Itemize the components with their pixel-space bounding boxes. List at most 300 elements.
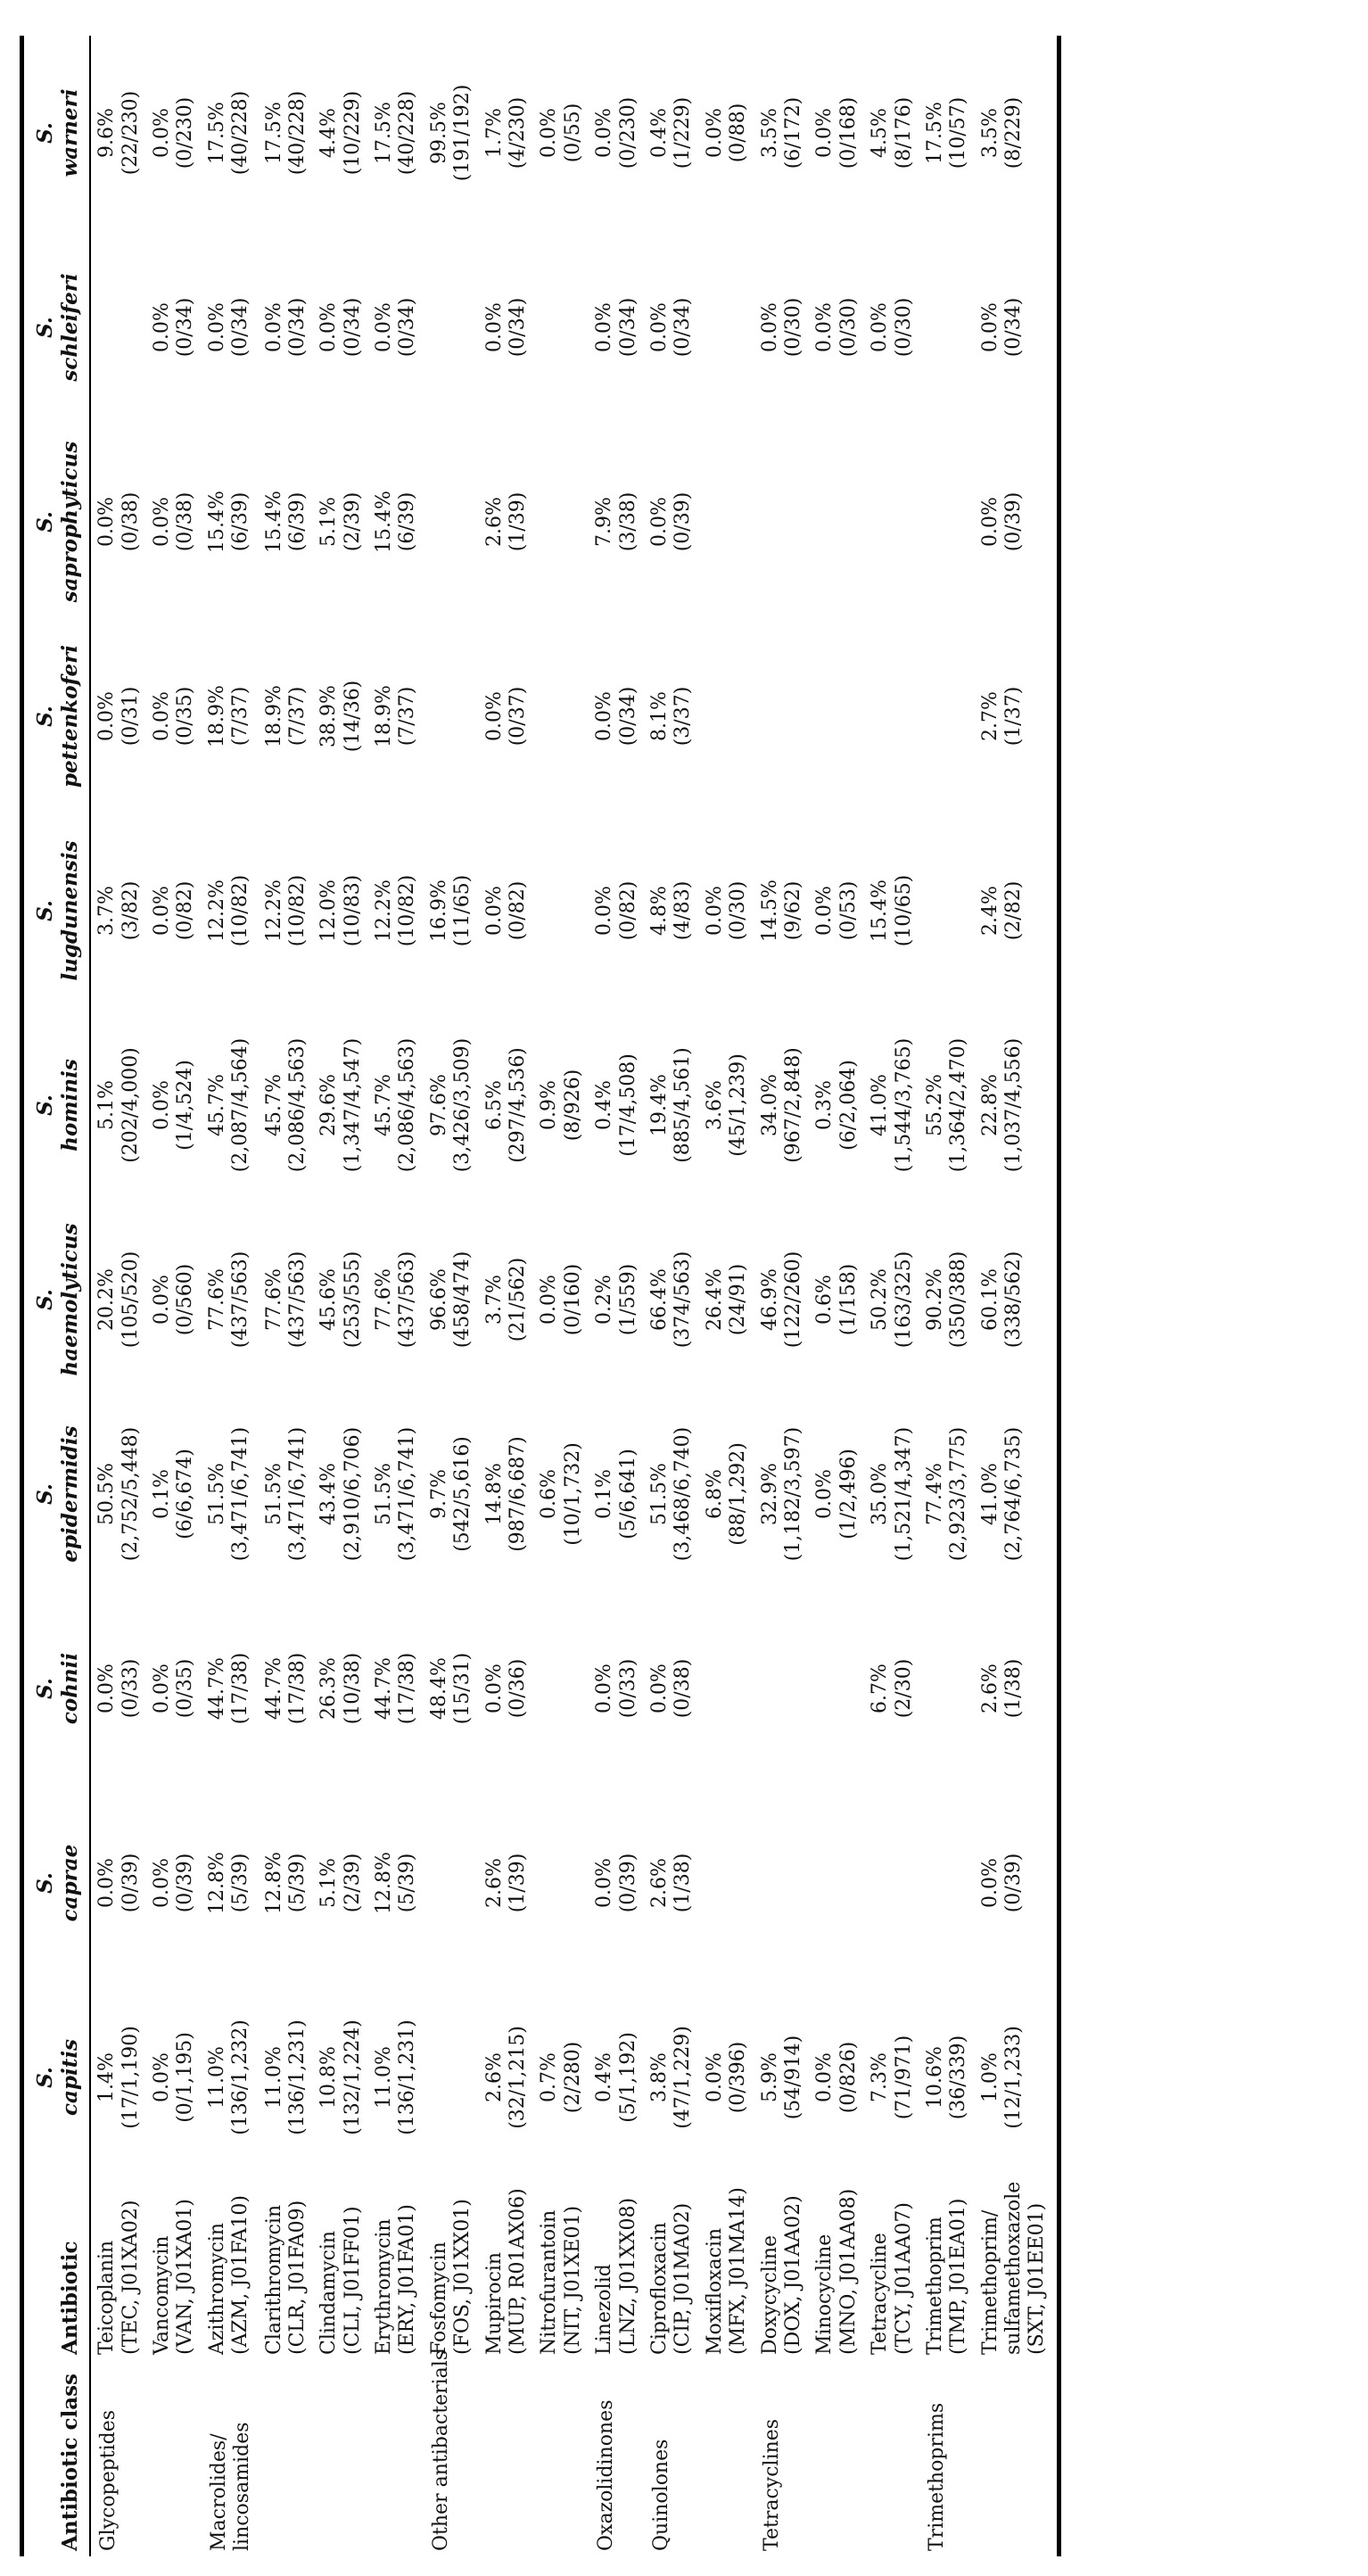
resistance-percent: 12.0% [317,879,341,942]
antibiotic-cell [368,2175,424,2360]
resistance-percent: 0.0% [150,1080,173,1130]
value-cell [975,36,1059,230]
value-cell [90,1786,146,1980]
table-row [368,36,424,2556]
antibiotic-label: Tetracycline [869,2233,892,2355]
header-species [22,1786,91,1980]
antibiotic-label: Azithromycin [205,2222,228,2355]
value-cell [202,230,259,425]
resistance-count: (542/5,616) [451,1436,474,1552]
table-row [202,36,259,2556]
value-cell [919,1008,975,1202]
resistance-percent: 3.8% [648,2052,671,2102]
value-cell [259,36,314,230]
value-cell [90,1980,146,2175]
resistance-percent: 0.0% [150,108,173,158]
resistance-percent: 50.2% [869,1268,892,1331]
value-cell [90,1397,146,1591]
value-cell [919,1202,975,1397]
antibiotic-cell [809,2175,864,2360]
resistance-count: (22/230) [119,90,142,176]
resistance-count: (0/560) [174,1263,197,1336]
value-cell [699,425,754,619]
resistance-percent: 18.9% [262,685,285,747]
value-cell [533,1008,589,1202]
species-genus: S. [33,1094,57,1116]
resistance-count: (40/228) [396,90,419,176]
resistance-count: (191/192) [451,84,474,182]
value-cell [202,1397,259,1591]
resistance-percent: 26.4% [703,1268,726,1331]
resistance-count: (10/229) [341,90,364,176]
species-genus: S. [33,122,57,144]
value-cell [864,813,919,1008]
resistance-count: (71/971) [892,2035,915,2120]
resistance-count: (0/230) [174,96,197,169]
resistance-percent: 0.0% [593,886,616,936]
resistance-count: (0/34) [507,297,530,358]
antibiotic-label: Trimethoprim/ [978,2209,1001,2355]
resistance-percent: 4.8% [648,886,671,936]
resistance-count: (7/37) [285,686,309,747]
resistance-count: (9/62) [781,880,804,941]
resistance-percent: 0.0% [317,302,341,352]
header-species [22,813,91,1008]
resistance-percent: 15.4% [205,491,228,553]
resistance-percent: 11.0% [205,2046,228,2109]
value-cell [699,1008,754,1202]
table-header [22,36,91,2556]
antibiotic-label: Nitrofurantoin [538,2209,561,2355]
resistance-count: (0/38) [672,1658,695,1719]
resistance-percent: 0.0% [593,108,616,158]
value-cell [202,1008,259,1202]
value-cell [368,619,424,813]
resistance-percent: 20.2% [95,1268,119,1331]
species-name: warneri [57,88,82,178]
resistance-percent: 15.4% [373,491,396,553]
resistance-percent: 0.0% [978,1858,1001,1908]
value-cell [864,619,919,813]
antibiotic-label: Teicoplanin [95,2240,119,2355]
class-label: lincosamides [231,2422,254,2551]
antibiotic-label: (FOS, J01XX01) [451,2199,474,2355]
table-row [919,36,975,2556]
resistance-percent: 3.5% [758,108,781,158]
antibiotic-label: (TEC, J01XA02) [119,2200,142,2355]
value-cell [90,36,146,230]
resistance-percent: 0.0% [150,497,173,547]
resistance-count: (0/826) [836,2041,860,2114]
resistance-percent: 2.6% [978,1664,1001,1713]
resistance-count: (0/34) [672,297,695,358]
resistance-percent: 12.2% [373,879,396,942]
value-cell [809,1202,864,1397]
resistance-count: (2/39) [341,1853,364,1913]
value-cell [90,425,146,619]
resistance-percent: 55.2% [923,1074,946,1136]
resistance-count: (0/39) [616,1853,639,1913]
value-cell [533,1202,589,1397]
value-cell [90,619,146,813]
resistance-percent: 12.8% [262,1852,285,1914]
resistance-percent: 0.0% [150,1858,173,1908]
value-cell [146,1786,202,1980]
resistance-percent: 0.1% [150,1469,173,1519]
species-name: haemolyticus [57,1223,82,1376]
value-cell [809,230,864,425]
resistance-count: (0/230) [616,96,639,169]
resistance-count: (2,087/4,564) [229,1037,252,1173]
value-cell [699,1202,754,1397]
value-cell [424,1008,479,1202]
resistance-count: (1/37) [1002,686,1026,747]
value-cell [368,1202,424,1397]
antibiotic-class-cell [699,2360,754,2556]
resistance-count: (17/38) [229,1652,252,1725]
resistance-percent: 44.7% [262,1657,285,1720]
resistance-percent: 0.0% [482,302,506,352]
class-label: Quinolones [650,2439,672,2551]
value-cell [146,36,202,230]
value-cell [754,230,810,425]
resistance-count: (5/39) [229,1853,252,1913]
resistance-count: (0/82) [507,880,530,941]
resistance-count: (10/82) [396,874,419,947]
antibiotic-label: (LNZ, J01XX08) [616,2197,639,2355]
resistance-count: (1,182/3,597) [781,1426,804,1562]
species-genus: S. [33,317,57,338]
value-cell [259,813,314,1008]
resistance-count: (0/39) [1002,491,1026,552]
antibiotic-cell [699,2175,754,2360]
value-cell [533,1591,589,1786]
value-cell [644,1786,699,1980]
species-name: epidermidis [57,1425,82,1563]
resistance-percent: 9.6% [95,108,119,158]
resistance-percent: 11.0% [373,2046,396,2109]
antibiotic-cell [90,2175,146,2360]
antibiotic-label: Erythromycin [373,2218,396,2355]
resistance-count: (1/559) [616,1263,639,1336]
resistance-count: (47/1,229) [672,2026,695,2129]
value-cell [644,1591,699,1786]
value-cell [90,230,146,425]
resistance-count: (253/555) [341,1251,364,1349]
resistance-count: (7/37) [229,686,252,747]
resistance-percent: 0.0% [373,302,396,352]
resistance-percent: 43.4% [317,1463,341,1525]
antibiotic-label: (MNO, J01AA08) [836,2188,860,2355]
resistance-count: (3/38) [616,491,639,552]
resistance-count: (0/33) [119,1658,142,1719]
antibiotic-label: (VAN, J01XA01) [174,2199,197,2355]
resistance-count: (0/37) [507,686,530,747]
antibiotic-label: (CLR, J01FA09) [285,2200,309,2355]
resistance-count: (0/1,195) [174,2032,197,2123]
value-cell [424,619,479,813]
value-cell [975,425,1059,619]
resistance-percent: 96.6% [427,1268,450,1331]
value-cell [864,230,919,425]
resistance-percent: 0.0% [593,1858,616,1908]
resistance-count: (10/82) [229,874,252,947]
species-name: saprophyticus [57,441,82,603]
table-row [259,36,314,2556]
antibiotic-class-cell [809,2360,864,2556]
resistance-percent: 7.3% [869,2052,892,2102]
species-name: schleiferi [57,273,82,382]
resistance-count: (0/38) [174,491,197,552]
resistance-percent: 0.0% [482,886,506,936]
value-cell [699,1980,754,2175]
header-species [22,619,91,813]
antibiotic-cell [975,2175,1059,2360]
value-cell [479,1980,534,2175]
resistance-percent: 66.4% [648,1268,671,1331]
resistance-count: (1,037/4,556) [1002,1037,1026,1173]
table-row [975,36,1059,2556]
antibiotic-cell [754,2175,810,2360]
value-cell [754,425,810,619]
resistance-percent: 0.4% [648,108,671,158]
value-cell [479,1397,534,1591]
resistance-percent: 2.6% [482,2052,506,2102]
resistance-count: (2/39) [341,491,364,552]
resistance-percent: 0.0% [648,1664,671,1713]
resistance-count: (1/39) [507,1853,530,1913]
resistance-count: (54/914) [781,2035,804,2120]
resistance-percent: 0.0% [869,302,892,352]
resistance-percent: 0.0% [978,302,1001,352]
antibiotic-label: Ciprofloxacin [648,2222,671,2355]
species-name: hominis [57,1059,82,1152]
resistance-percent: 5.1% [95,1080,119,1130]
value-cell [644,1980,699,2175]
value-cell [313,1980,368,2175]
value-cell [90,813,146,1008]
value-cell [479,1008,534,1202]
resistance-count: (3/82) [119,880,142,941]
species-genus: S. [33,2067,57,2088]
resistance-percent: 0.0% [205,302,228,352]
resistance-percent: 15.4% [262,491,285,553]
value-cell [754,1397,810,1591]
resistance-count: (10/1,732) [561,1442,584,1546]
resistance-percent: 41.0% [869,1074,892,1136]
resistance-percent: 45.7% [373,1074,396,1136]
resistance-percent: 48.4% [427,1657,450,1720]
value-cell [202,36,259,230]
class-label: Other antibacterials [429,2349,452,2551]
value-cell [479,1591,534,1786]
resistance-percent: 45.7% [205,1074,228,1136]
value-cell [919,1786,975,1980]
value-cell [699,36,754,230]
resistance-count: (10/65) [892,874,915,947]
resistance-count: (88/1,292) [727,1442,750,1546]
resistance-count: (163/325) [892,1251,915,1349]
value-cell [975,230,1059,425]
antibiotic-cell [533,2175,589,2360]
resistance-percent: 77.6% [373,1268,396,1331]
antibiotic-class-cell [919,2360,975,2556]
resistance-count: (6/172) [781,96,804,169]
resistance-count: (6/39) [285,491,309,552]
value-cell [754,36,810,230]
resistance-count: (0/55) [561,103,584,163]
resistance-count: (2/30) [892,1658,915,1719]
resistance-count: (136/1,231) [285,2019,309,2135]
antibiotic-cell [424,2175,479,2360]
antibiotic-label: Mupirocin [482,2251,506,2355]
value-cell [644,36,699,230]
antibiotic-class-cell [259,2360,314,2556]
resistance-count: (40/228) [285,90,309,176]
value-cell [368,1786,424,1980]
resistance-percent: 0.0% [758,302,781,352]
antibiotic-label: (TMP, J01EA01) [947,2198,970,2355]
resistance-percent: 12.2% [262,879,285,942]
antibiotic-cell [479,2175,534,2360]
resistance-percent: 0.0% [95,691,119,741]
resistance-count: (987/6,687) [507,1436,530,1552]
resistance-percent: 4.5% [869,108,892,158]
table-row [589,36,644,2556]
resistance-percent: 0.0% [703,886,726,936]
resistance-count: (6/39) [396,491,419,552]
resistance-percent: 0.6% [813,1275,836,1325]
value-cell [259,1591,314,1786]
resistance-percent: 50.5% [95,1463,119,1525]
value-cell [202,619,259,813]
resistance-percent: 0.4% [593,2052,616,2102]
value-cell [479,813,534,1008]
resistance-percent: 22.8% [978,1074,1001,1136]
value-cell [533,425,589,619]
value-cell [424,1980,479,2175]
resistance-percent: 26.3% [317,1657,341,1720]
antibiotic-class-cell [90,2360,146,2556]
resistance-count: (0/34) [174,297,197,358]
resistance-percent: 14.5% [758,879,781,942]
antibiotic-cell [644,2175,699,2360]
resistance-count: (3,471/6,741) [229,1426,252,1562]
value-cell [202,1786,259,1980]
antibiotic-label: (MFX, J01MA14) [727,2187,750,2355]
resistance-percent: 0.0% [150,302,173,352]
resistance-percent: 17.5% [373,102,396,164]
value-cell [533,1397,589,1591]
resistance-count: (3,471/6,741) [396,1426,419,1562]
resistance-percent: 18.9% [373,685,396,747]
resistance-percent: 6.5% [482,1080,506,1130]
resistance-count: (5/39) [396,1853,419,1913]
resistance-percent: 1.7% [482,108,506,158]
resistance-count: (5/6,641) [616,1449,639,1540]
resistance-count: (0/39) [1002,1853,1026,1913]
resistance-count: (122/260) [781,1251,804,1349]
antibiotic-class-cell [479,2360,534,2556]
antibiotic-class-cell [589,2360,644,2556]
value-cell [809,1397,864,1591]
value-cell [313,813,368,1008]
value-cell [259,619,314,813]
resistance-percent: 14.8% [482,1463,506,1525]
value-cell [424,1786,479,1980]
resistance-percent: 35.0% [869,1463,892,1525]
antibiotic-class-cell [202,2360,259,2556]
value-cell [259,425,314,619]
resistance-percent: 2.6% [482,1858,506,1908]
resistance-percent: 0.6% [538,1469,561,1519]
resistance-percent: 2.6% [482,497,506,547]
resistance-percent: 45.6% [317,1268,341,1331]
resistance-percent: 0.1% [593,1469,616,1519]
resistance-count: (0/82) [616,880,639,941]
resistance-percent: 0.0% [150,691,173,741]
value-cell [589,1008,644,1202]
resistance-percent: 0.0% [482,1664,506,1713]
resistance-percent: 0.0% [703,2052,726,2102]
value-cell [479,230,534,425]
value-cell [919,1591,975,1786]
species-genus: S. [33,1678,57,1699]
resistance-count: (132/1,224) [341,2019,364,2135]
value-cell [202,813,259,1008]
resistance-count: (297/4,536) [507,1047,530,1163]
value-cell [975,1202,1059,1397]
resistance-count: (12/1,233) [1002,2026,1026,2129]
resistance-percent: 77.4% [923,1463,946,1525]
resistance-percent: 46.9% [758,1268,781,1331]
resistance-percent: 3.7% [95,886,119,936]
resistance-count: (5/39) [285,1853,309,1913]
value-cell [202,1980,259,2175]
resistance-count: (1/158) [836,1263,860,1336]
resistance-count: (3,468/6,740) [672,1426,695,1562]
value-cell [754,1202,810,1397]
resistance-percent: 34.0% [758,1074,781,1136]
resistance-count: (437/563) [285,1251,309,1349]
resistance-percent: 0.0% [648,497,671,547]
value-cell [313,1008,368,1202]
value-cell [533,813,589,1008]
value-cell [975,813,1059,1008]
value-cell [202,1202,259,1397]
value-cell [313,619,368,813]
resistance-percent: 0.4% [593,1080,616,1130]
antibiotic-class-cell [146,2360,202,2556]
resistance-count: (1/38) [672,1853,695,1913]
value-cell [202,1591,259,1786]
resistance-count: (0/30) [727,880,750,941]
resistance-count: (0/35) [174,686,197,747]
value-cell [644,425,699,619]
table-body [90,36,1059,2556]
class-label: Oxazolidinones [595,2399,618,2551]
resistance-percent: 0.0% [703,108,726,158]
antibiotic-class-cell [754,2360,810,2556]
value-cell [259,1786,314,1980]
resistance-percent: 0.0% [262,302,285,352]
resistance-count: (10/57) [947,96,970,169]
value-cell [313,1202,368,1397]
antibiotic-label: Clindamycin [317,2230,341,2355]
resistance-count: (0/36) [507,1658,530,1719]
resistance-percent: 6.7% [869,1664,892,1713]
resistance-percent: 19.4% [648,1074,671,1136]
